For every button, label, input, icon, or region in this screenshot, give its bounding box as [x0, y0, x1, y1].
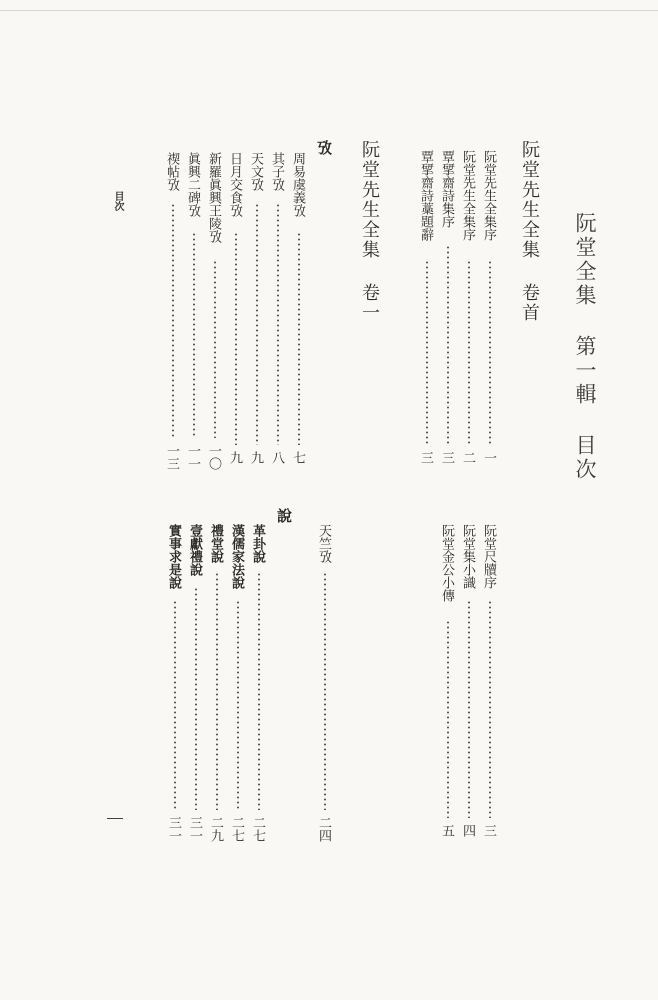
toc-entry-title: 壹獻禮說 — [187, 524, 202, 576]
toc-entry-title: 眞興二碑攷 — [185, 152, 200, 217]
toc-entry-title: 日月交食攷 — [227, 152, 242, 217]
toc-entry-page: 三 — [481, 824, 496, 837]
toc-entry-page: 一 — [481, 451, 496, 464]
leader-dots — [468, 600, 470, 818]
leader-dots — [174, 600, 176, 810]
section-title-juanshou: 阮堂先生全集 卷首 — [519, 140, 540, 323]
folio-page-number — [107, 818, 123, 819]
folio-text — [107, 810, 121, 830]
leader-dots — [489, 600, 491, 818]
toc-entry-page: 一三 — [164, 444, 179, 470]
leader-dots — [235, 232, 237, 445]
section-title-juan1: 阮堂先生全集 卷一 — [359, 140, 380, 323]
toc-entry-page: 三 — [439, 451, 454, 464]
toc-entry-page: 一一 — [185, 444, 200, 470]
toc-entry-page: 三一 — [187, 816, 202, 842]
page-edge — [0, 10, 658, 11]
running-header: 目次 — [112, 191, 123, 211]
toc-entry-title: 覃揅齋詩集序 — [439, 150, 454, 228]
toc-entry-title: 阮堂集小識 — [460, 524, 475, 589]
toc-entry-page: 三一 — [166, 816, 181, 842]
toc-entry-page: 二九 — [208, 816, 223, 842]
toc-entry-page: 二七 — [229, 816, 244, 842]
toc-entry-title: 新羅眞興王陵攷 — [206, 152, 221, 243]
toc-entry-title: 漢儒家法說 — [229, 524, 244, 589]
leader-dots — [277, 203, 279, 445]
leader-dots — [447, 620, 449, 818]
toc-entry-page: 五 — [439, 824, 454, 837]
category-shuo: 說 — [275, 508, 293, 523]
toc-entry-page: 二 — [460, 451, 475, 464]
toc-entry-title: 周易虞義攷 — [290, 152, 305, 217]
toc-entry-title: 其子攷 — [269, 152, 284, 191]
leader-dots — [447, 245, 449, 445]
toc-entry-title: 阮堂尺牘序 — [481, 524, 496, 589]
toc-entry-title: 革卦說 — [250, 524, 265, 563]
leader-dots — [258, 572, 260, 810]
leader-dots — [216, 572, 218, 810]
toc-entry-page: 九 — [248, 451, 263, 464]
leader-dots — [468, 260, 470, 445]
toc-entry-page: 三 — [418, 451, 433, 464]
toc-entry-page: 四 — [460, 824, 475, 837]
toc-entry-page: 八 — [269, 451, 284, 464]
toc-entry-title: 阮堂先生全集序 — [460, 150, 475, 241]
toc-entry-title: 禮堂說 — [208, 524, 223, 563]
toc-entry-title: 實事求是說 — [166, 524, 181, 589]
leader-dots — [324, 572, 326, 810]
toc-entry-page: 九 — [227, 451, 242, 464]
leader-dots — [256, 203, 258, 445]
toc-entry-page: 二七 — [250, 816, 265, 842]
toc-entry-title: 禊帖攷 — [164, 152, 179, 191]
leader-dots — [172, 203, 174, 438]
leader-dots — [489, 260, 491, 445]
toc-entry-title: 天文攷 — [248, 152, 263, 191]
toc-entry-page: 一〇 — [206, 444, 221, 470]
leader-dots — [195, 587, 197, 810]
leader-dots — [298, 232, 300, 445]
toc-entry-page: 七 — [290, 451, 305, 464]
leader-dots — [237, 600, 239, 810]
leader-dots — [214, 260, 216, 438]
leader-dots — [426, 260, 428, 445]
toc-entry-title: 覃揅齋詩藁題辭 — [418, 150, 433, 241]
category-kao: 攷 — [315, 140, 333, 155]
toc-entry-title: 天竺攷 — [316, 524, 331, 563]
toc-entry-page: 二四 — [316, 816, 331, 842]
toc-entry-title: 阮堂先生全集序 — [481, 150, 496, 241]
series-title: 阮堂全集 第一輯 目次 — [573, 212, 597, 482]
toc-entry-title: 阮堂金公小傳 — [439, 524, 454, 602]
leader-dots — [193, 232, 195, 438]
